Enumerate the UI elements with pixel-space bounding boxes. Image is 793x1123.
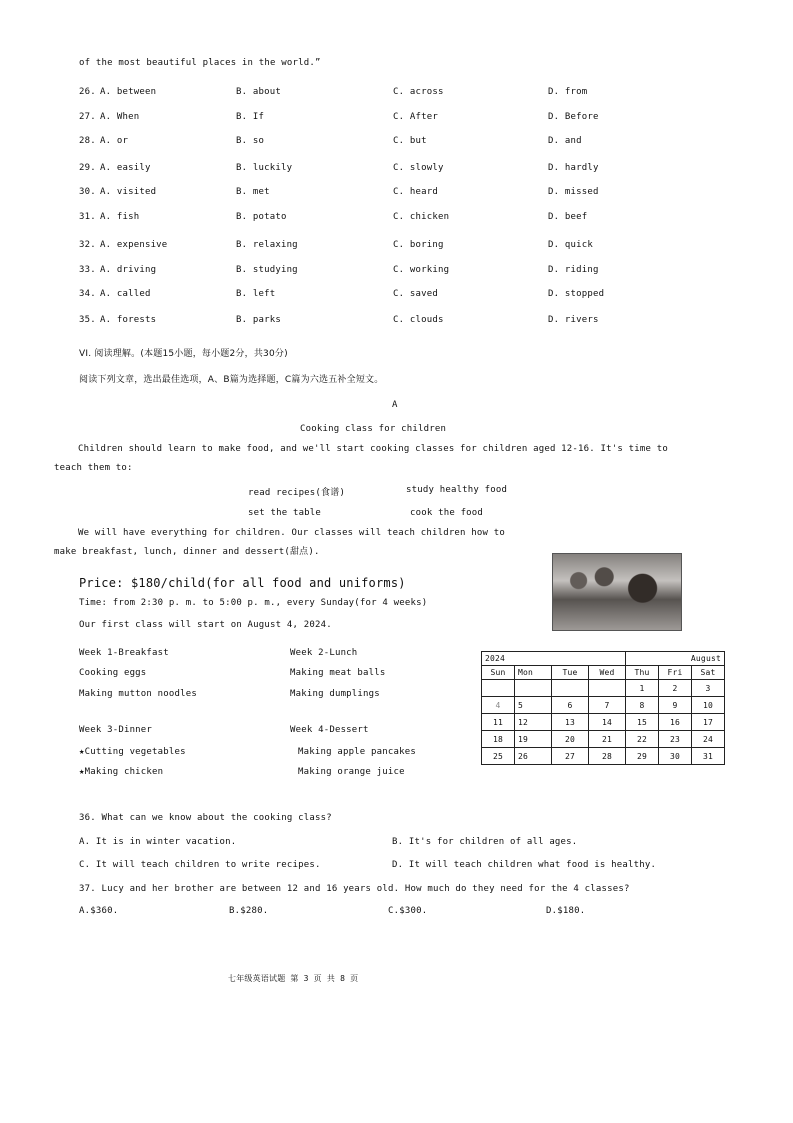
option-c[interactable]: C. boring: [393, 240, 444, 250]
calendar-date: 19: [515, 731, 552, 748]
calendar-date: 9: [659, 697, 692, 714]
calendar-date: 27: [552, 748, 589, 765]
question-number: 35.: [79, 315, 96, 325]
time-line: Time: from 2:30 p. m. to 5:00 p. m., every Sunday(for 4 weeks): [79, 598, 428, 608]
intro-line: of the most beautiful places in the world.”: [79, 58, 321, 68]
option-d[interactable]: D. and: [548, 136, 582, 146]
question-row: [0, 265, 793, 279]
q36-option-d[interactable]: D. It will teach children what food is healthy.: [392, 860, 657, 870]
option-b[interactable]: B. luckily: [236, 163, 293, 173]
question-number: 31.: [79, 212, 96, 222]
option-c[interactable]: C. across: [393, 87, 444, 97]
passage-paragraph: We will have everything for children. Our classes will teach children how to make breakfast, lunch, dinner and dessert(甜点).: [54, 528, 506, 557]
option-d[interactable]: D. Before: [548, 112, 599, 122]
calendar-date: 22: [626, 731, 659, 748]
question-number: 29.: [79, 163, 96, 173]
calendar-date: 12: [515, 714, 552, 731]
option-b[interactable]: B. relaxing: [236, 240, 298, 250]
calendar-date: 30: [659, 748, 692, 765]
option-a[interactable]: A. forests: [100, 315, 157, 325]
option-b[interactable]: B. about: [236, 87, 281, 97]
week-4-title: Week 4-Dessert: [290, 725, 369, 735]
calendar-day-header: Wed: [589, 666, 626, 680]
calendar-day-header: Tue: [552, 666, 589, 680]
question-row: [0, 112, 793, 126]
option-a[interactable]: A. visited: [100, 187, 157, 197]
list-item: set the table: [248, 508, 322, 518]
option-c[interactable]: C. working: [393, 265, 450, 275]
q37-option-b[interactable]: B.$280.: [229, 906, 269, 916]
calendar-date: 8: [626, 697, 659, 714]
option-d[interactable]: D. hardly: [548, 163, 599, 173]
q36-option-c[interactable]: C. It will teach children to write recipes.: [79, 860, 321, 870]
calendar-date: 18: [482, 731, 515, 748]
calendar-date: 15: [626, 714, 659, 731]
calendar-date: 3: [692, 680, 725, 697]
option-b[interactable]: B. left: [236, 289, 276, 299]
option-a[interactable]: A. called: [100, 289, 151, 299]
question-number: 26.: [79, 87, 96, 97]
calendar-date: [515, 680, 552, 697]
question-row: [0, 240, 793, 254]
calendar-date: 1: [626, 680, 659, 697]
passage-letter: A: [392, 400, 398, 410]
calendar-date: 17: [692, 714, 725, 731]
week-1-item: Cooking eggs: [79, 668, 147, 678]
option-c[interactable]: C. heard: [393, 187, 438, 197]
calendar-date: 13: [552, 714, 589, 731]
section-instruction: 阅读下列文章，选出最佳选项，A、B篇为选择题，C篇为六选五补全短文。: [79, 375, 384, 385]
week-4-item: Making apple pancakes: [298, 747, 416, 757]
calendar-day-header: Fri: [659, 666, 692, 680]
option-d[interactable]: D. rivers: [548, 315, 599, 325]
option-d[interactable]: D. from: [548, 87, 588, 97]
option-b[interactable]: B. potato: [236, 212, 287, 222]
option-a[interactable]: A. driving: [100, 265, 157, 275]
question-number: 27.: [79, 112, 96, 122]
calendar-date: [589, 680, 626, 697]
calendar-date: 2: [659, 680, 692, 697]
calendar-date: 31: [692, 748, 725, 765]
q36-option-a[interactable]: A. It is in winter vacation.: [79, 837, 237, 847]
calendar-date: 24: [692, 731, 725, 748]
option-b[interactable]: B. met: [236, 187, 270, 197]
calendar-day-header: Mon: [515, 666, 552, 680]
page-footer: 七年级英语试题 第 3 页 共 8 页: [228, 974, 359, 983]
calendar-year: 2024: [482, 652, 626, 666]
calendar-date: 20: [552, 731, 589, 748]
q37-option-c[interactable]: C.$300.: [388, 906, 428, 916]
calendar-date: 14: [589, 714, 626, 731]
calendar-day-header: Thu: [626, 666, 659, 680]
option-a[interactable]: A. expensive: [100, 240, 168, 250]
list-item: study healthy food: [406, 485, 508, 495]
calendar-date: 23: [659, 731, 692, 748]
calendar-date: 10: [692, 697, 725, 714]
question-number: 28.: [79, 136, 96, 146]
question-number: 33.: [79, 265, 96, 275]
question-number: 32.: [79, 240, 96, 250]
option-c[interactable]: C. saved: [393, 289, 438, 299]
option-c[interactable]: C. After: [393, 112, 438, 122]
week-4-item: Making orange juice: [298, 767, 405, 777]
option-d[interactable]: D. beef: [548, 212, 588, 222]
week-3-item: ★Making chicken: [79, 767, 164, 777]
first-class-line: Our first class will start on August 4, 2024.: [79, 620, 332, 630]
option-a[interactable]: A. When: [100, 112, 140, 122]
q37-option-a[interactable]: A.$360.: [79, 906, 119, 916]
option-c[interactable]: C. but: [393, 136, 427, 146]
week-1-item: Making mutton noodles: [79, 689, 197, 699]
question-row: [0, 212, 793, 226]
option-c[interactable]: C. chicken: [393, 212, 450, 222]
question-row: [0, 136, 793, 150]
calendar-date: 21: [589, 731, 626, 748]
calendar-date: 26: [515, 748, 552, 765]
calendar-date: 16: [659, 714, 692, 731]
option-d[interactable]: D. missed: [548, 187, 599, 197]
week-2-item: Making dumplings: [290, 689, 380, 699]
option-a[interactable]: A. fish: [100, 212, 140, 222]
week-3-item: ★Cutting vegetables: [79, 747, 186, 757]
option-d[interactable]: D. riding: [548, 265, 599, 275]
calendar-date: 11: [482, 714, 515, 731]
week-2-item: Making meat balls: [290, 668, 386, 678]
passage-paragraph: Children should learn to make food, and we'll start cooking classes for children aged 12-16. It's time to teach them to:: [54, 444, 668, 473]
calendar-date: 7: [589, 697, 626, 714]
option-b[interactable]: B. so: [236, 136, 265, 146]
question-row: [0, 87, 793, 101]
option-a[interactable]: A. or: [100, 136, 129, 146]
option-c[interactable]: C. clouds: [393, 315, 444, 325]
calendar-date: 5: [515, 697, 552, 714]
option-a[interactable]: A. easily: [100, 163, 151, 173]
option-a[interactable]: A. between: [100, 87, 157, 97]
q36-stem: 36. What can we know about the cooking class?: [79, 813, 332, 823]
question-number: 30.: [79, 187, 96, 197]
calendar-date: [552, 680, 589, 697]
question-row: [0, 163, 793, 177]
q37-option-d[interactable]: D.$180.: [546, 906, 586, 916]
calendar-date: 28: [589, 748, 626, 765]
option-c[interactable]: C. slowly: [393, 163, 444, 173]
list-item: cook the food: [410, 508, 484, 518]
calendar-date: 6: [552, 697, 589, 714]
option-d[interactable]: D. quick: [548, 240, 593, 250]
passage-title: Cooking class for children: [300, 424, 447, 434]
question-row: [0, 315, 793, 329]
option-b[interactable]: B. studying: [236, 265, 298, 275]
option-d[interactable]: D. stopped: [548, 289, 605, 299]
price-line: Price: $180/child(for all food and uniforms): [79, 576, 406, 590]
question-row: [0, 289, 793, 303]
calendar-month: August: [626, 652, 725, 666]
week-2-title: Week 2-Lunch: [290, 648, 358, 658]
q36-option-b[interactable]: B. It's for children of all ages.: [392, 837, 578, 847]
week-3-title: Week 3-Dinner: [79, 725, 153, 735]
calendar-day-header: Sat: [692, 666, 725, 680]
cooking-class-photo: [552, 553, 682, 631]
section-title: VI. 阅读理解。(本题15小题，每小题2分，共30分): [79, 349, 288, 359]
calendar-day-header: Sun: [482, 666, 515, 680]
question-row: [0, 187, 793, 201]
option-b[interactable]: B. If: [236, 112, 265, 122]
week-1-title: Week 1-Breakfast: [79, 648, 169, 658]
calendar-date: [482, 680, 515, 697]
q37-stem: 37. Lucy and her brother are between 12 and 16 years old. How much do they need for the 4 classes?: [79, 884, 630, 894]
calendar-date: 4: [482, 697, 515, 714]
list-item: read recipes(食谱): [248, 488, 346, 498]
question-number: 34.: [79, 289, 96, 299]
august-calendar: [481, 651, 725, 765]
option-b[interactable]: B. parks: [236, 315, 281, 325]
calendar-date: 25: [482, 748, 515, 765]
calendar-date: 29: [626, 748, 659, 765]
